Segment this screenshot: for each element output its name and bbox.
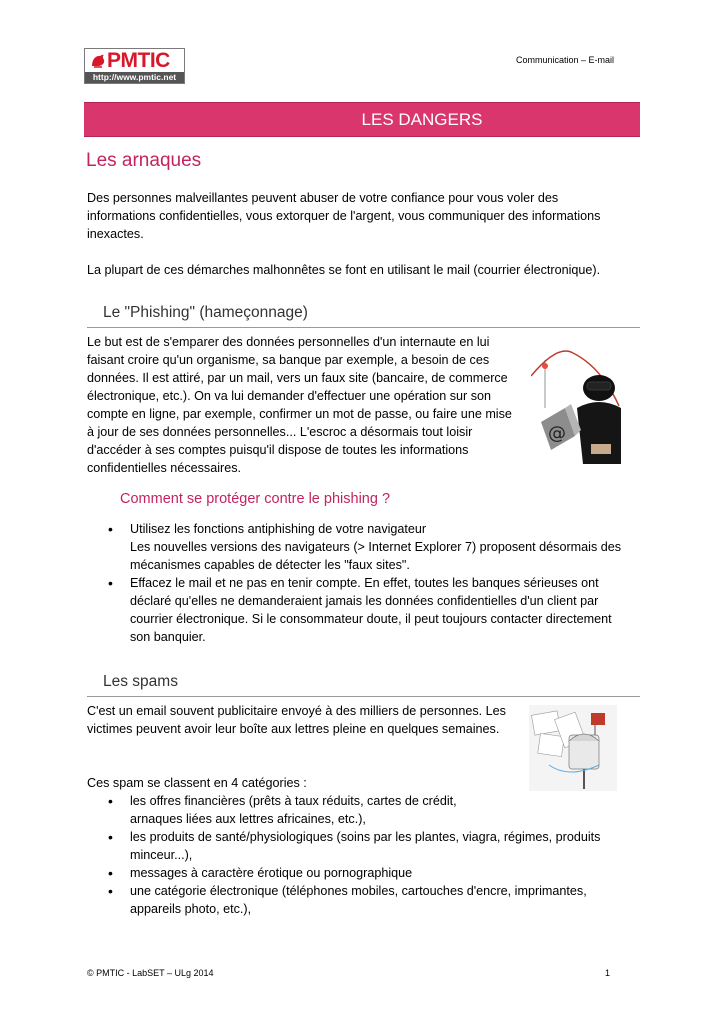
logo-brand: PMTIC <box>107 49 170 72</box>
page-number: 1 <box>605 968 611 978</box>
section-title-arnaques: Les arnaques <box>86 150 202 171</box>
list-item: • une catégorie électronique (téléphones mobiles, cartouches d'encre, imprimantes, appareils photo, etc.), <box>87 882 637 918</box>
logo-url: http://www.pmtic.net <box>85 72 184 83</box>
banner-title: LES DANGERS <box>361 110 483 129</box>
title-banner <box>84 102 640 137</box>
list-item: • Utilisez les fonctions antiphishing de votre navigateur Les nouvelles versions des navigateurs (> Internet Explorer 7) proposent désormais des mécanismes capables de détecter les "faux sites". <box>87 520 637 574</box>
list-item: • messages à caractère érotique ou pornographique <box>87 864 637 882</box>
section-title-spams: Les spams <box>87 673 640 697</box>
spams-paragraph-2: Ces spam se classent en 4 catégories : <box>87 776 307 790</box>
protect-list <box>87 520 637 646</box>
phishing-illustration <box>531 346 621 464</box>
list-item: • Effacez le mail et ne pas en tenir compte. En effet, toutes les banques sérieuses ont déclaré qu'elles ne demanderaient jamais les données confidentielles d'un client par courrier électronique. Si le consommateur doute, il peut toujours contacter directement son banquier. <box>87 574 637 646</box>
spams-list <box>87 792 637 918</box>
svg-text:@: @ <box>548 423 566 444</box>
spams-paragraph-1: C'est un email souvent publicitaire envoyé à des milliers de personnes. Les victimes peuvent avoir leur boîte aux lettres pleine en quelques semaines. <box>87 704 506 736</box>
arnaques-paragraph-2: La plupart de ces démarches malhonnêtes se font en utilisant le mail (courrier électronique). <box>87 263 601 277</box>
arnaques-paragraph-1: Des personnes malveillantes peuvent abuser de votre confiance pour vous voler des informations confidentielles, vous extorquer de l'argent, vous communiquer des informations inexactes. <box>87 191 601 241</box>
pmtic-logo <box>84 48 185 84</box>
footer-copyright: © PMTIC - LabSET – ULg 2014 <box>87 968 214 978</box>
section-title-phishing: Le "Phishing" (hameçonnage) <box>87 304 640 328</box>
protect-title: Comment se protéger contre le phishing ? <box>120 491 391 507</box>
list-item: • les offres financières (prêts à taux réduits, cartes de crédit, arnaques liées aux lettres africaines, etc.), <box>87 792 637 828</box>
section-label: Communication – E-mail <box>515 55 614 65</box>
rooster-icon <box>89 52 107 70</box>
list-item: • les produits de santé/physiologiques (soins par les plantes, viagra, régimes, produits minceur...), <box>87 828 637 864</box>
phishing-paragraph: Le but est de s'emparer des données personnelles d'un internaute en lui faisant croire qu'un organisme, sa banque par exemple, a besoin de ces données. Il est attiré, par un mail, vers un faux site (bancaire, de commerce électronique, etc.). On va lui demander d'effectuer une opération sur son compte en ligne, par exemple, confirmer un mot de passe, ou faire une mise à jour de ses données personnelles... L'escroc a désormais tout loisir d'accéder à ses comptes puisqu'il dispose de toutes les informations confidentielles nécessaires. <box>87 335 512 475</box>
